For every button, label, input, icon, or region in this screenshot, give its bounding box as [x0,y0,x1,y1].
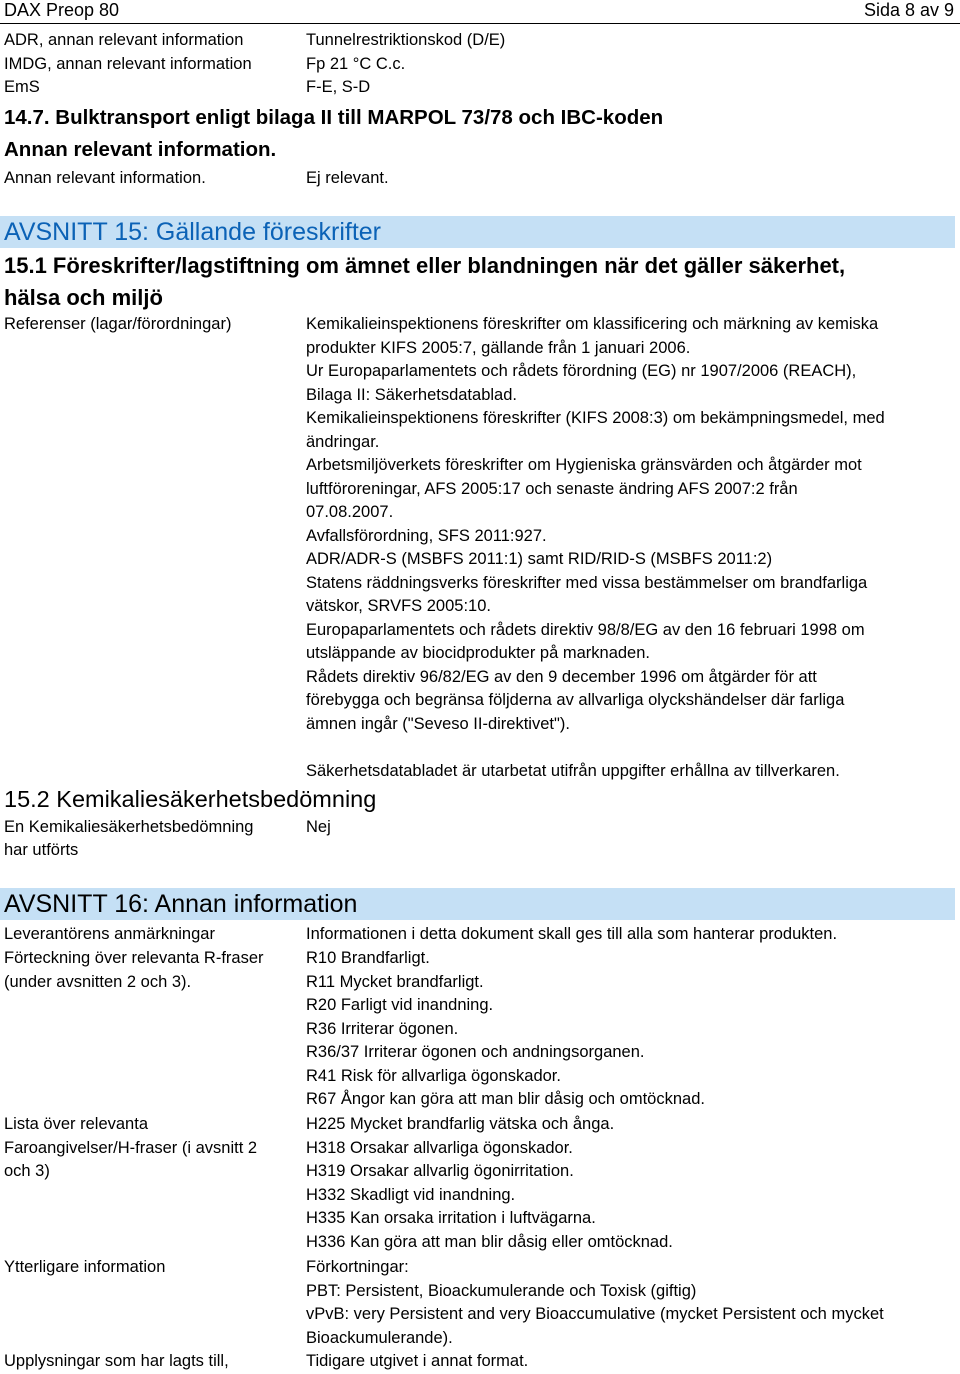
reference-line: Kemikalieinspektionens föreskrifter (KIFS 2008:3) om bekämpningsmedel, med [306,409,885,427]
imdg-label: IMDG, annan relevant information [4,55,252,73]
reference-line: Bilaga II: Säkerhetsdatablad. [306,385,517,404]
header-divider [0,23,960,24]
page-number: Sida 8 av 9 [863,0,954,20]
h-phrase: H335 Kan orsaka irritation i luftvägarna. [306,1209,596,1227]
product-name: DAX Preop 80 [4,0,120,20]
h-phrase: H225 Mycket brandfarlig vätska och ånga. [306,1115,615,1133]
r-phrase: R36/37 Irriterar ögonen och andningsorganen. [306,1043,645,1061]
r-phrases-label [4,947,264,994]
section-16-title: AVSNITT 16: Annan information [4,890,358,918]
reference-line: luftföroreningar, AFS 2005:17 och senaste ändring AFS 2007:2 från [306,479,798,498]
section-15-banner [0,216,955,248]
subsection-15-2-title: 15.2 Kemikaliesäkerhetsbedömning [4,786,377,812]
supplier-remarks-value: Informationen i detta dokument skall ges till alla som hanterar produkten. [306,925,838,943]
reference-line: 07.08.2007. [306,503,394,521]
reference-line: Statens räddningsverks föreskrifter med vissa bestämmelser om brandfarliga [306,573,868,592]
r-phrases-label-line: (under avsnitten 2 och 3). [4,972,192,991]
h-phrase: H336 Kan göra att man blir dåsig eller omtöcknad. [306,1232,673,1251]
r-phrase: R20 Farligt vid inandning. [306,996,494,1014]
section-15-title: AVSNITT 15: Gällande föreskrifter [4,218,382,246]
reference-line: Rådets direktiv 96/82/EG av den 9 december 1996 om åtgärder för att [306,667,817,686]
supplier-source-note: Säkerhetsdatabladet är utarbetat utifrån uppgifter erhållna av tillverkaren. [306,762,840,780]
further-info-line: vPvB: very Persistent and very Bioaccumulative (mycket Persistent och mycket [306,1305,884,1323]
imdg-value: Fp 21 °C C.c. [306,55,406,73]
heading-other-info: Annan relevant information. [4,138,277,161]
references-label: Referenser (lagar/förordningar) [4,315,232,333]
further-info-line: Förkortningar: [306,1258,409,1276]
other-info-label: Annan relevant information. [4,169,206,187]
h-phrases-list [306,1113,946,1254]
reference-line: Kemikalieinspektionens föreskrifter om klassificering och märkning av kemiska [306,315,879,333]
assessment-label-line1: En Kemikaliesäkerhetsbedömning [4,818,254,836]
reference-line: vätskor, SRVFS 2005:10. [306,597,491,615]
ems-value: F-E, S-D [306,78,371,96]
reference-line: Europaparlamentets och rådets direktiv 98/8/EG av den 16 februari 1998 om [306,620,865,639]
h-phrase: H319 Orsakar allvarlig ögonirritation. [306,1162,574,1180]
r-phrase: R11 Mycket brandfarligt. [306,972,484,991]
r-phrases-list [306,947,946,1112]
h-phrase: H318 Orsakar allvarliga ögonskador. [306,1138,573,1157]
supplier-remarks-label: Leverantörens anmärkningar [4,925,215,943]
r-phrase: R67 Ångor kan göra att man blir dåsig och omtöcknad. [306,1090,705,1108]
subsection-15-1-line1: 15.1 Föreskrifter/lagstiftning om ämnet eller blandningen när det gäller säkerhet, [4,253,846,278]
h-phrase: H332 Skadligt vid inandning. [306,1185,516,1204]
additions-label: Upplysningar som har lagts till, [4,1352,229,1370]
r-phrase: R36 Irriterar ögonen. [306,1019,459,1038]
adr-value: Tunnelrestriktionskod (D/E) [306,31,506,49]
assessment-value: Nej [306,818,331,836]
ems-label: EmS [4,78,40,96]
reference-line: förebygga och begränsa följderna av allvarliga olyckshändelser där farliga [306,691,845,709]
h-phrases-label-line: och 3) [4,1162,50,1180]
r-phrase: R41 Risk för allvarliga ögonskador. [306,1066,561,1085]
reference-line: utsläppande av biocidprodukter på marknaden. [306,644,650,662]
adr-label: ADR, annan relevant information [4,31,244,49]
further-info-list [306,1256,946,1350]
reference-line: Ur Europaparlamentets och rådets förordning (EG) nr 1907/2006 (REACH), [306,362,857,380]
h-phrases-label [4,1113,257,1184]
references-list [306,313,946,736]
section-16-banner [0,888,955,920]
further-info-label: Ytterligare information [4,1258,166,1276]
h-phrases-label-line: Lista över relevanta [4,1115,148,1133]
further-info-line: PBT: Persistent, Bioackumulerande och Toxisk (giftig) [306,1281,697,1300]
h-phrases-label-line: Faroangivelser/H-fraser (i avsnitt 2 [4,1138,258,1157]
further-info-line: Bioackumulerande). [306,1328,453,1347]
assessment-label-line2: har utförts [4,841,79,859]
subsection-15-1-line2: hälsa och miljö [4,285,163,310]
additions-value: Tidigare utgivet i annat format. [306,1352,529,1370]
other-info-value: Ej relevant. [306,169,389,187]
r-phrases-label-line: Förteckning över relevanta R-fraser [4,949,264,967]
reference-line: Avfallsförordning, SFS 2011:927. [306,526,547,545]
heading-14-7: 14.7. Bulktransport enligt bilaga II till MARPOL 73/78 och IBC-koden [4,106,664,129]
reference-line: ämnen ingår ("Seveso II-direktivet"). [306,714,570,733]
reference-line: ADR/ADR-S (MSBFS 2011:1) samt RID/RID-S (MSBFS 2011:2) [306,550,773,568]
reference-line: produkter KIFS 2005:7, gällande från 1 januari 2006. [306,338,691,357]
reference-line: Arbetsmiljöverkets föreskrifter om Hygieniska gränsvärden och åtgärder mot [306,456,862,474]
r-phrase: R10 Brandfarligt. [306,949,430,967]
reference-line: ändringar. [306,432,380,451]
